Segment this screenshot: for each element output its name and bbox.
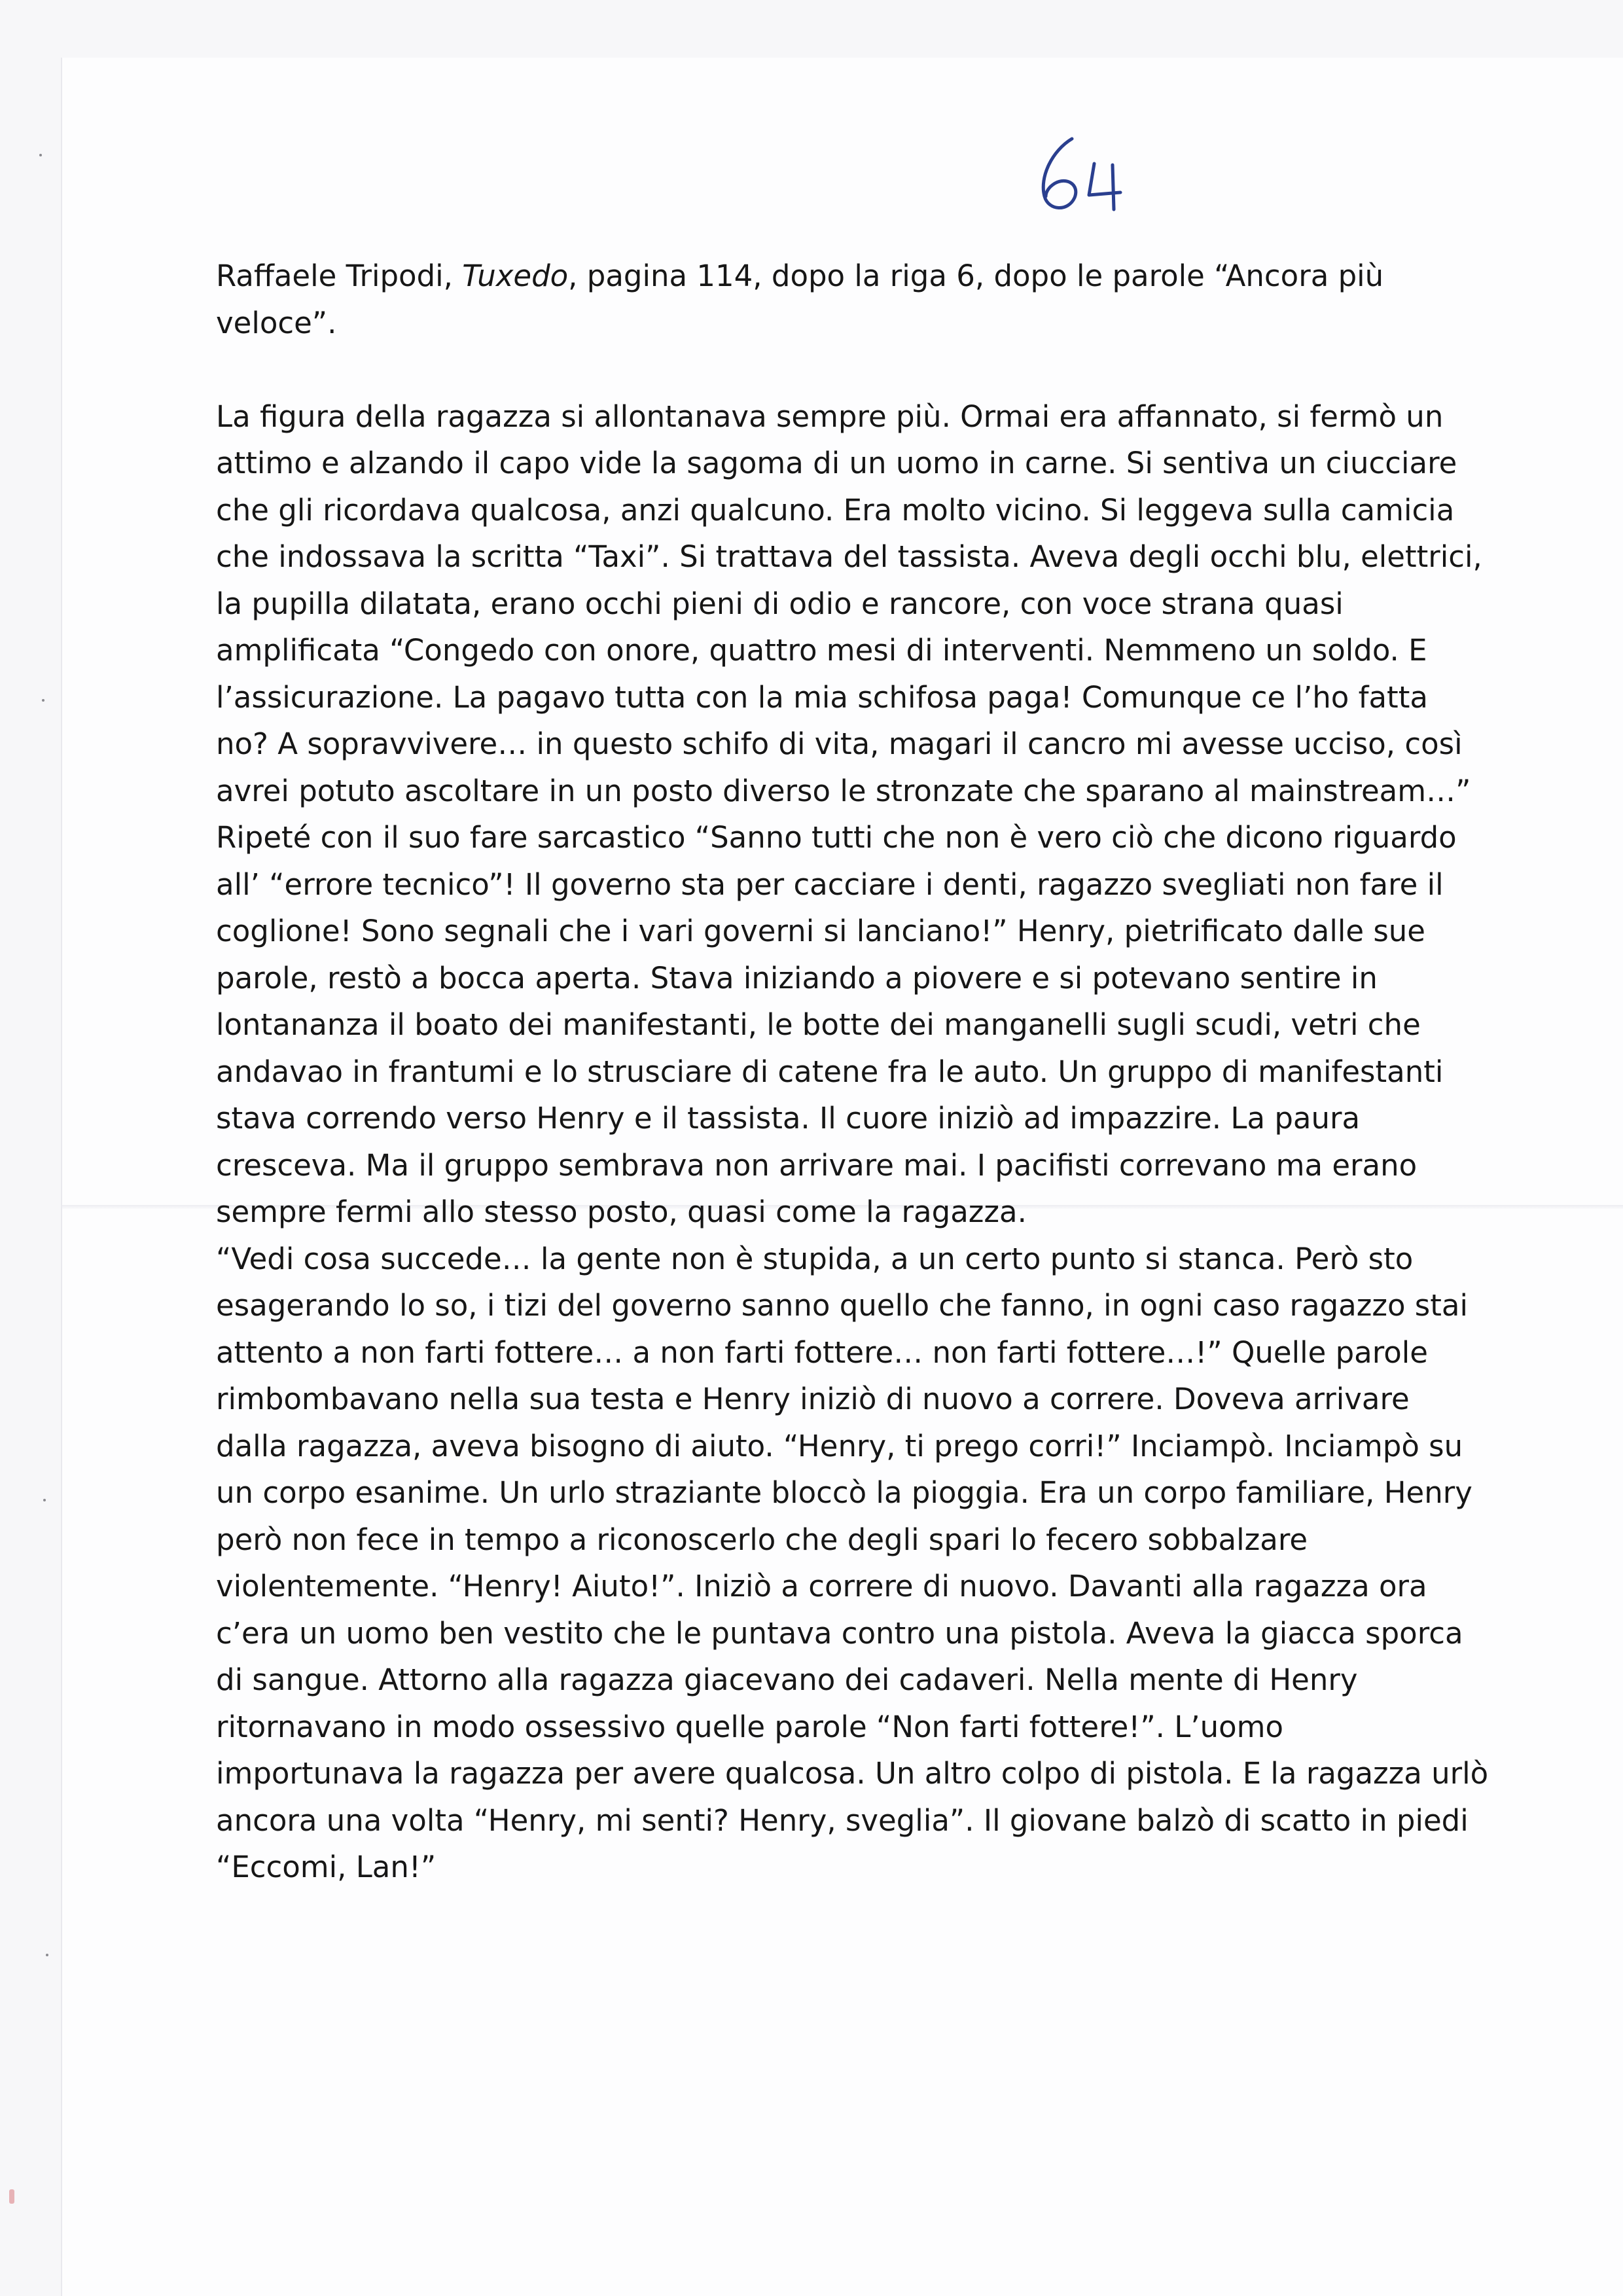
- body-line: violentemente. “Henry! Aiuto!”. Iniziò a correre di nuovo. Davanti alla ragazza ora: [216, 1569, 1427, 1604]
- paragraph-gap: [216, 346, 1538, 393]
- citation-author: Raffaele Tripodi,: [216, 259, 463, 293]
- body-line: attimo e alzando il capo vide la sagoma di un uomo in carne. Si sentiva un ciucciare: [216, 446, 1457, 480]
- body-line: di sangue. Attorno alla ragazza giacevano dei cadaveri. Nella mente di Henry: [216, 1662, 1358, 1697]
- body-line: esagerando lo so, i tizi del governo sanno quello che fanno, in ogni caso ragazzo stai: [216, 1288, 1468, 1323]
- body-line: “Eccomi, Lan!”: [216, 1850, 437, 1884]
- body-line: no? A sopravvivere… in questo schifo di vita, magari il cancro mi avesse ucciso, così: [216, 726, 1463, 761]
- body-line: c’era un uomo ben vestito che le puntava contro una pistola. Aveva la giacca sporca: [216, 1615, 1463, 1651]
- body-line: stava correndo verso Henry e il tassista. Il cuore iniziò ad impazzire. La paura: [216, 1101, 1361, 1136]
- body-line: ancora una volta “Henry, mi senti? Henry, sveglia”. Il giovane balzò di scatto in piedi: [216, 1803, 1469, 1838]
- body-line: sempre fermi allo stesso posto, quasi come la ragazza.: [216, 1194, 1027, 1229]
- body-line: che indossava la scritta “Taxi”. Si trattava del tassista. Aveva degli occhi blu, elettrici,: [216, 539, 1482, 574]
- body-line: l’assicurazione. La pagavo tutta con la mia schifosa paga! Comunque ce l’ho fatta: [216, 679, 1428, 715]
- scan-speck: [46, 1954, 48, 1956]
- document-text: [216, 253, 1538, 1891]
- body-line: all’ “errore tecnico”! Il governo sta per cacciare i denti, ragazzo svegliati non fare il: [216, 867, 1444, 902]
- handwritten-page-number: [1021, 124, 1152, 223]
- body-line: rimbombavano nella sua testa e Henry iniziò di nuovo a correre. Doveva arrivare: [216, 1382, 1410, 1416]
- body-line: coglione! Sono segnali che i vari governi si lanciano!” Henry, pietrificato dalle sue: [216, 914, 1425, 948]
- scan-speck: [42, 699, 45, 702]
- body-line: che gli ricordava qualcosa, anzi qualcuno. Era molto vicino. Si leggeva sulla camicia: [216, 492, 1455, 528]
- body-line: avrei potuto ascoltare in un posto diverso le stronzate che sparano al mainstream…”: [216, 773, 1471, 808]
- body-line: un corpo esanime. Un urlo straziante bloccò la pioggia. Era un corpo familiare, Henry: [216, 1475, 1472, 1510]
- body-line: Ripeté con il suo fare sarcastico “Sanno tutti che non è vero ciò che dicono riguardo: [216, 820, 1457, 855]
- body-line: “Vedi cosa succede… la gente non è stupida, a un certo punto si stanca. Però sto: [216, 1241, 1414, 1276]
- citation-details: , pagina 114, dopo la riga 6, dopo le parole “Ancora più: [568, 259, 1384, 293]
- scan-speck: [39, 154, 42, 156]
- red-ink-mark: [9, 2189, 14, 2204]
- citation-line: [216, 253, 1538, 300]
- body-line: dalla ragazza, aveva bisogno di aiuto. “Henry, ti prego corri!” Inciampò. Inciampò su: [216, 1428, 1463, 1463]
- body-line: attento a non farti fottere… a non farti fottere… non farti fottere…!” Quelle parole: [216, 1335, 1428, 1370]
- body-line: però non fece in tempo a riconoscerlo che degli spari lo fecero sobbalzare: [216, 1522, 1308, 1557]
- body-line: la pupilla dilatata, erano occhi pieni di odio e rancore, con voce strana quasi: [216, 586, 1344, 621]
- scan-speck: [43, 1499, 46, 1501]
- handwritten-number-drawing: [1021, 124, 1152, 223]
- body-line: parole, restò a bocca aperta. Stava iniziando a piovere e si potevano sentire in: [216, 960, 1378, 996]
- body-line: andavao in frantumi e lo strusciare di catene fra le auto. Un gruppo di manifestanti: [216, 1054, 1444, 1089]
- body-line: importunava la ragazza per avere qualcosa. Un altro colpo di pistola. E la ragazza urlò: [216, 1756, 1489, 1791]
- body-line: ritornavano in modo ossessivo quelle parole “Non farti fottere!”. L’uomo: [216, 1709, 1284, 1744]
- body-line: lontananza il boato dei manifestanti, le botte dei manganelli sugli scudi, vetri che: [216, 1007, 1421, 1042]
- body-line: cresceva. Ma il gruppo sembrava non arrivare mai. I pacifisti correvano ma erano: [216, 1147, 1418, 1183]
- body-line: amplificata “Congedo con onore, quattro mesi di interventi. Nemmeno un soldo. E: [216, 633, 1427, 668]
- citation-line-2: veloce”.: [216, 305, 337, 340]
- citation-title: Tuxedo: [462, 259, 569, 293]
- body-line: La figura della ragazza si allontanava sempre più. Ormai era affannato, si fermò un: [216, 399, 1444, 434]
